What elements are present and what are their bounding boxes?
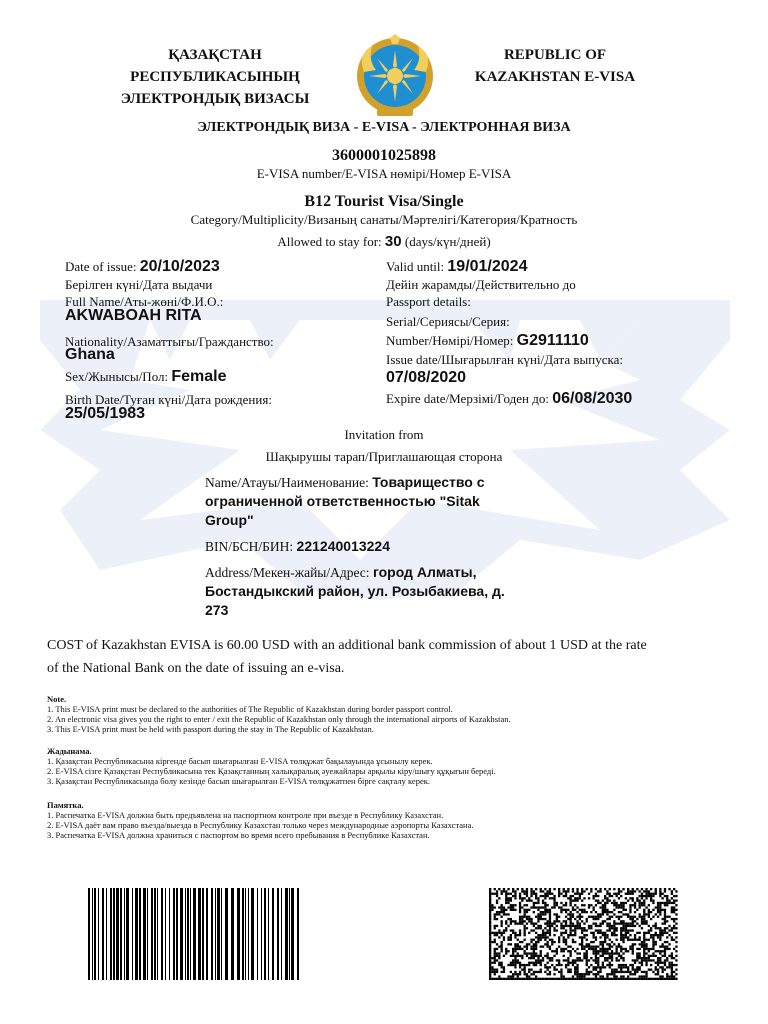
allowed-stay-unit: (days/күн/дней) [404,234,491,249]
invitation-bin-value: 221240013224 [296,538,390,554]
invitation-address-label: Address/Мекен-жайы/Адрес: [205,565,370,580]
header-left-line: ЭЛЕКТРОНДЫҚ ВИЗАСЫ [120,91,310,107]
passport-serial-label: Serial/Сериясы/Серия: [386,314,510,329]
passport-number-label: Number/Нөмірі/Номер: [386,333,514,348]
note-item: 1. Қазақстан Республикасына кіргенде басып шығарылған E-VISA төлқұжат бақылауында ұсынылу керек. [47,756,433,766]
note-item: 1. This E-VISA print must be declared to the authorities of The Republic of Kazakhstan during border passport control. [47,704,453,714]
header-right-line: KAZAKHSTAN E-VISA [474,69,636,85]
2d-code-icon [489,888,679,980]
nationality-label: Nationality/Азаматтығы/Гражданство: [65,334,274,349]
full-name-label: Full Name/Аты-жөні/Ф.И.О.: [65,294,224,309]
header-left-line: ҚАЗАҚСТАН [168,47,262,63]
sex-value: Female [171,368,227,385]
note-item: 3. Қазақстан Республикасында болу кезінде басып шығарылған E-VISA төлқұжатпен бірге сақталу керек. [47,776,430,786]
invitation-name-line3: Group" [205,512,254,528]
cost-line1: COST of Kazakhstan EVISA is 60.00 USD with an additional bank commission of about 1 USD at the rate [47,638,647,653]
visa-number: 3600001025898 [332,147,436,164]
note-item: 3. Распечатка E-VISA должна храниться с паспортом во время всего пребывания в Республике Казахстан. [47,830,430,840]
valid-until-label-local: Дейін жарамды/Действительно до [386,277,576,292]
note-item: 3. This E-VISA print must be held with passport during the stay in The Republic of Kazakhstan. [47,724,374,734]
invitation-name-label: Name/Атауы/Наименование: [205,475,369,490]
invitation-address-line1: город Алматы, [372,564,477,580]
passport-number-row [386,332,589,350]
nationality-value: Ghana [65,346,115,363]
header-left [110,44,320,110]
valid-until-value: 19/01/2024 [447,258,528,275]
notes-kazakh [47,746,727,786]
birth-date-value: 25/05/1983 [65,405,146,422]
passport-expire-row [386,390,632,408]
birth-date-label: Birth Date/Туған күні/Дата рождения: [65,392,272,407]
allowed-stay [0,233,768,250]
notes-english [47,694,727,734]
sex-row [65,368,227,386]
notes-english-title: Note. [47,694,67,704]
visa-category: B12 Tourist Visa/Single [304,193,464,210]
issue-date-value: 20/10/2023 [139,258,220,275]
header-right [460,44,650,88]
header-right-line: REPUBLIC OF [503,47,607,63]
passport-details-label: Passport details: [386,294,471,309]
invitation-address-line2: Бостандыкский район, ул. Розыбакиева, д. [205,583,505,599]
allowed-stay-days: 30 [384,233,402,250]
invitation-name-line2: ограниченной ответственностью "Sitak [205,493,480,509]
passport-expire-label: Expire date/Мерзімі/Годен до: [386,391,549,406]
state-emblem-icon [352,34,438,120]
passport-expire-value: 06/08/2030 [552,390,633,407]
note-item: 2. E-VISA даёт вам право въезда/выезда в Республику Казахстан только через международные аэропорты Казахстана. [47,820,474,830]
invitation-name-row [205,474,485,491]
passport-issue-value: 07/08/2020 [386,369,467,386]
invitation-bin-label: BIN/БСН/БИН: [205,539,294,554]
issue-date-label-local: Берілген күні/Дата выдачи [65,277,213,292]
visa-category-label: Category/Multiplicity/Визаның санаты/Мәртелігі/Категория/Кратность [190,212,578,227]
notes-russian [47,800,727,840]
sex-label: Sex/Жынысы/Пол: [65,369,169,384]
full-name-value: AKWABOAH RITA [65,307,202,324]
note-item: 1. Распечатка E-VISA должна быть предъявлена на паспортном контроле при въезде в Республику Казахстан. [47,810,444,820]
issue-date-label: Date of issue: [65,259,137,274]
notes-russian-title: Памятка. [47,800,84,810]
visa-number-label: E-VISA number/E-VISA нөмірі/Номер E-VISA [256,166,512,181]
header-left-line: РЕСПУБЛИКАСЫНЫҢ [130,69,300,85]
invitation-address-row [205,564,477,581]
passport-number-value: G2911110 [516,332,589,349]
valid-until-row [386,258,527,276]
cost-line2: of the National Bank on the date of issuing an e-visa. [47,661,345,676]
document-title: ЭЛЕКТРОНДЫҚ ВИЗА - E-VISA - ЭЛЕКТРОННАЯ ВИЗА [197,120,571,135]
invitation-subtitle: Шақырушы тарап/Приглашающая сторона [265,449,503,464]
valid-until-label: Valid until: [386,259,445,274]
invitation-title: Invitation from [344,427,424,442]
issue-date-row [65,258,220,276]
invitation-name-line1: Товарищество с [372,474,485,490]
note-item: 2. E-VISA сізге Қазақстан Республикасына тек Қазақстанның халықаралық әуежайлары арқылы кіру/шығу құқығын береді. [47,766,496,776]
note-item: 2. An electronic visa gives you the right to enter / exit the Republic of Kazakhstan only through the international airports of Kazakhstan. [47,714,511,724]
passport-issue-label: Issue date/Шығарылған күні/Дата выпуска: [386,352,623,367]
barcode-icon [88,888,303,980]
invitation-address-line3: 273 [205,602,229,618]
invitation-bin-row [205,538,390,555]
notes-kazakh-title: Жадынама. [47,746,92,756]
allowed-stay-label: Allowed to stay for: [277,234,382,249]
